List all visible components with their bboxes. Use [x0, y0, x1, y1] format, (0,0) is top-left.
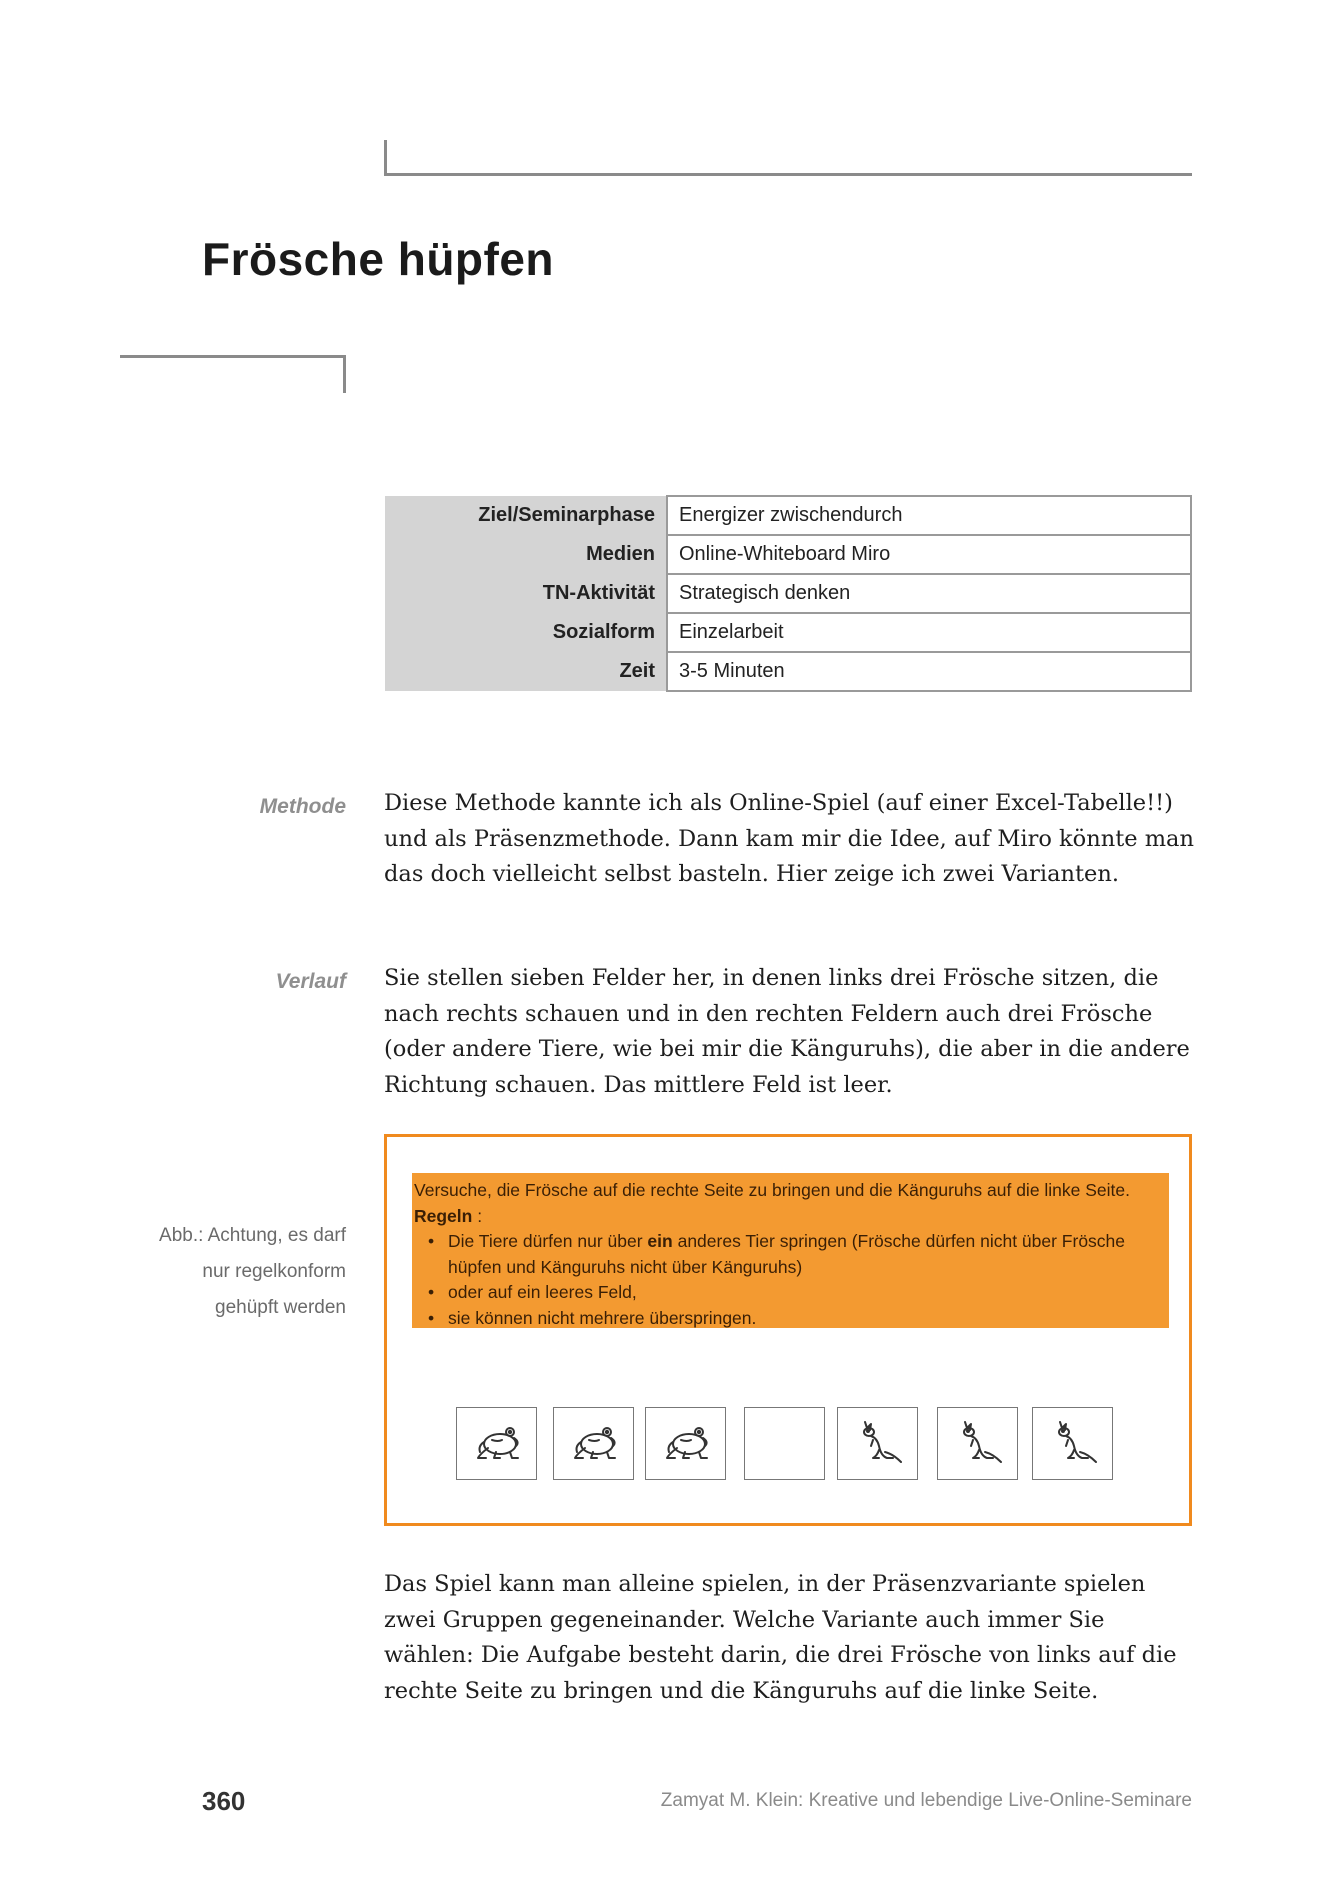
rule-item: • sie können nicht mehrere überspringen. — [448, 1306, 1167, 1332]
board-cell — [1032, 1407, 1113, 1480]
row-key: Sozialform — [385, 613, 667, 652]
rules-label: Regeln — [414, 1205, 473, 1226]
row-key: TN-Aktivität — [385, 574, 667, 613]
row-key: Medien — [385, 535, 667, 574]
top-corner-rule — [384, 140, 1192, 176]
instruction-text: Versuche, die Frösche auf die rechte Seite zu bringen und die Känguruhs auf die linke Seite. — [414, 1180, 1131, 1200]
game-figure — [384, 1134, 1192, 1526]
board-cell — [553, 1407, 634, 1480]
rule-emphasis: ein — [647, 1231, 673, 1251]
page-number: 360 — [202, 1786, 246, 1816]
row-key: Ziel/Seminarphase — [385, 496, 667, 535]
methode-text: Diese Methode kannte ich als Online-Spiel (auf einer Excel-Tabelle!!) und als Präsenzmethode. Dann kam mir die Idee, auf Miro könnte man das doch vielleicht selbst basteln. Hier zeige ich zwei Varianten. — [384, 790, 1194, 887]
closing-text: Das Spiel kann man alleine spielen, in der Präsenzvariante spielen zwei Gruppen gegeneinander. Welche Variante auch immer Sie wählen: Die Aufgabe besteht darin, die drei Frösche von links auf die rechte Seite zu bringen und die Känguruhs auf die linke Seite. — [384, 1571, 1177, 1704]
caption-line: Abb.: Achtung, es darf — [159, 1225, 346, 1246]
board-cell — [937, 1407, 1018, 1480]
caption-line: nur regelkonform — [202, 1261, 346, 1282]
methode-label: Methode — [259, 795, 346, 818]
rule-item — [448, 1229, 1167, 1280]
row-key: Zeit — [385, 652, 667, 691]
frog-icon — [470, 1416, 524, 1471]
row-value: Online-Whiteboard Miro — [667, 535, 1191, 574]
verlauf-text: Sie stellen sieben Felder her, in denen links drei Frösche sitzen, die nach rechts schauen und in den rechten Feldern auch drei Frösche (oder andere Tiere, wie bei mir die Känguruhs), die aber in die andere Richtung schauen. Das mittlere Feld ist leer. — [384, 965, 1190, 1098]
table-row — [385, 652, 1191, 691]
table-row — [385, 535, 1191, 574]
figure-caption — [120, 1218, 346, 1326]
row-value: Einzelarbeit — [667, 613, 1191, 652]
rules-suffix: : — [472, 1205, 483, 1226]
table-row — [385, 574, 1191, 613]
board-cell — [456, 1407, 537, 1480]
kangaroo-icon — [851, 1416, 905, 1471]
frog-icon — [659, 1416, 713, 1471]
page-title: Frösche hüpfen — [202, 233, 555, 285]
rule-text: anderes Tier springen (Frösche dürfen nicht über Frösche hüpfen und Känguruhs nicht über Känguruhs) — [448, 1231, 1126, 1277]
kangaroo-icon — [951, 1416, 1005, 1471]
info-table — [385, 495, 1192, 692]
frog-icon — [567, 1416, 621, 1471]
row-value: Energizer zwischendurch — [667, 496, 1191, 535]
rules-list — [414, 1229, 1167, 1331]
table-row — [385, 496, 1191, 535]
board-cell — [645, 1407, 726, 1480]
table-row — [385, 613, 1191, 652]
empty-cell — [744, 1407, 825, 1480]
verlauf-label: Verlauf — [275, 970, 346, 993]
board-cell — [837, 1407, 918, 1480]
kangaroo-icon — [1046, 1416, 1100, 1471]
rule-item: • oder auf ein leeres Feld, — [448, 1280, 1167, 1306]
row-value: Strategisch denken — [667, 574, 1191, 613]
caption-line: gehüpft werden — [215, 1297, 346, 1318]
rule-text: Die Tiere dürfen nur über — [448, 1231, 648, 1251]
instruction-banner — [412, 1173, 1169, 1328]
running-footer: Zamyat M. Klein: Kreative und lebendige Live-Online-Seminare — [660, 1790, 1192, 1811]
left-corner-rule — [120, 355, 346, 393]
row-value: 3-5 Minuten — [667, 652, 1191, 691]
rules-heading — [414, 1204, 1167, 1230]
